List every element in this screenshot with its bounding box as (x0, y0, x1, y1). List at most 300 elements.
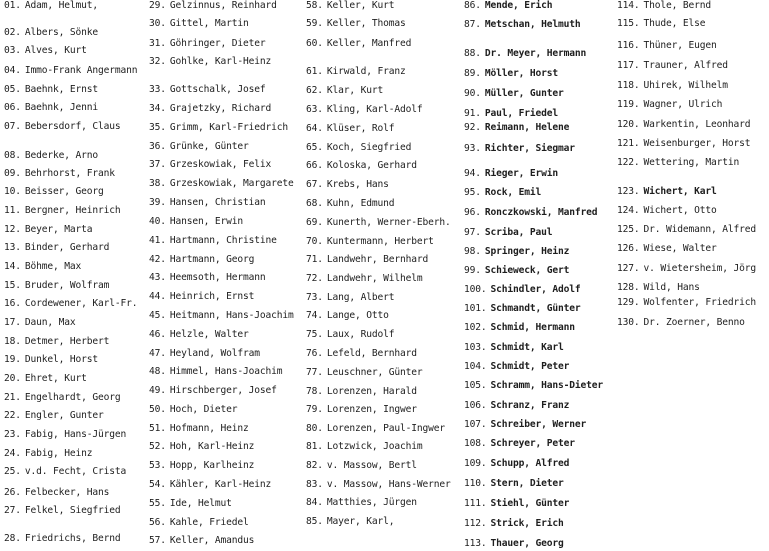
list-entry (4, 505, 121, 517)
list-entry (4, 487, 109, 499)
list-entry (306, 104, 423, 116)
list-entry (464, 0, 552, 12)
entry-number: 15. (4, 280, 21, 291)
entry-name: Ronczkowski, Manfred (484, 207, 598, 218)
entry-name: Gottschalk, Josef (169, 84, 266, 95)
list-entry (306, 497, 417, 509)
entry-name: Hansen, Christian (169, 197, 266, 208)
entry-name: Baehnk, Ernst (24, 84, 99, 95)
entry-number: 48. (149, 366, 166, 377)
entry-name: Schreiber, Werner (490, 419, 587, 430)
entry-name: Immo-Frank Angermann (24, 65, 138, 76)
list-entry (306, 179, 389, 191)
entry-name: Landwehr, Wilhelm (326, 273, 423, 284)
entry-name: Schmandt, Günter (490, 303, 581, 314)
entry-name: Koloska, Gerhard (326, 160, 417, 171)
entry-name: Bergner, Heinrich (24, 205, 121, 216)
entry-name: Wagner, Ulrich (643, 99, 723, 110)
entry-name: Schranz, Franz (490, 400, 570, 411)
list-entry (617, 205, 717, 217)
entry-name: Schreyer, Peter (490, 438, 575, 449)
list-entry (306, 18, 406, 30)
list-entry (4, 410, 104, 422)
entry-name: Binder, Gerhard (24, 242, 110, 253)
list-entry (4, 45, 87, 57)
entry-name: Engler, Gunter (24, 410, 104, 421)
list-entry (4, 84, 98, 96)
entry-number: 117. (617, 60, 640, 71)
entry-name: Gelzinnus, Reinhard (169, 0, 277, 11)
entry-name: Matthies, Jürgen (326, 497, 417, 508)
entry-name: Ide, Helmut (169, 498, 232, 509)
entry-name: Lorenzen, Ingwer (326, 404, 417, 415)
entry-number: 74. (306, 310, 323, 321)
entry-number: 05. (4, 84, 21, 95)
entry-number: 109. (464, 458, 487, 469)
list-entry (149, 404, 237, 416)
entry-name: Lorenzen, Paul-Ingwer (326, 423, 446, 434)
entry-name: Paul, Friedel (484, 108, 559, 119)
entry-number: 107. (464, 419, 487, 430)
entry-number: 81. (306, 441, 323, 452)
list-entry (306, 123, 394, 135)
entry-name: Hopp, Karlheinz (169, 460, 255, 471)
entry-number: 04. (4, 65, 21, 76)
entry-name: Metschan, Helmuth (484, 19, 581, 30)
entry-number: 90. (464, 88, 481, 99)
list-entry (617, 282, 700, 294)
list-entry (149, 122, 288, 134)
entry-number: 34. (149, 103, 166, 114)
entry-number: 87. (464, 19, 481, 30)
list-entry (464, 322, 575, 334)
entry-name: Keller, Thomas (326, 18, 406, 29)
entry-number: 65. (306, 142, 323, 153)
entry-number: 63. (306, 104, 323, 115)
entry-number: 110. (464, 478, 487, 489)
entry-number: 104. (464, 361, 487, 372)
entry-number: 28. (4, 533, 21, 544)
entry-number: 27. (4, 505, 21, 516)
list-entry (4, 533, 121, 545)
entry-number: 47. (149, 348, 166, 359)
list-entry (149, 235, 277, 247)
entry-number: 77. (306, 367, 323, 378)
entry-number: 41. (149, 235, 166, 246)
entry-number: 46. (149, 329, 166, 340)
entry-name: Keller, Manfred (326, 38, 412, 49)
list-entry (617, 157, 739, 169)
entry-name: Fabig, Heinz (24, 448, 93, 459)
entry-number: 70. (306, 236, 323, 247)
entry-number: 128. (617, 282, 640, 293)
entry-number: 57. (149, 535, 166, 546)
entry-number: 115. (617, 18, 640, 29)
entry-name: v. Massow, Hans-Werner (326, 479, 451, 490)
list-entry (149, 141, 249, 153)
entry-name: Albers, Sönke (24, 27, 99, 38)
list-entry (464, 68, 558, 80)
entry-name: Leuschner, Günter (326, 367, 423, 378)
list-entry (4, 242, 109, 254)
entry-name: Laux, Rudolf (326, 329, 395, 340)
entry-name: Alves, Kurt (24, 45, 87, 56)
list-entry (306, 348, 417, 360)
list-entry (149, 272, 266, 284)
list-entry (464, 303, 581, 315)
list-entry (149, 56, 271, 68)
entry-name: Reimann, Helene (484, 122, 570, 133)
entry-number: 100. (464, 284, 487, 295)
list-entry (464, 122, 569, 134)
entry-name: Engelhardt, Georg (24, 392, 121, 403)
entry-number: 124. (617, 205, 640, 216)
list-entry (617, 317, 745, 329)
entry-number: 43. (149, 272, 166, 283)
entry-number: 17. (4, 317, 21, 328)
list-entry (149, 385, 277, 397)
entry-name: Wettering, Martin (643, 157, 740, 168)
entry-name: Krebs, Hans (326, 179, 389, 190)
list-entry (617, 18, 705, 30)
list-entry (464, 538, 564, 550)
entry-name: Koch, Siegfried (326, 142, 412, 153)
list-entry (464, 342, 564, 354)
entry-number: 66. (306, 160, 323, 171)
list-entry (464, 498, 569, 510)
list-entry (149, 441, 254, 453)
list-entry (306, 236, 434, 248)
entry-number: 35. (149, 122, 166, 133)
entry-number: 129. (617, 297, 640, 308)
entry-name: Mayer, Karl, (326, 516, 395, 527)
list-entry (149, 535, 254, 547)
entry-name: Bebersdorf, Claus (24, 121, 121, 132)
entry-number: 18. (4, 336, 21, 347)
entry-number: 52. (149, 441, 166, 452)
entry-name: Schindler, Adolf (490, 284, 581, 295)
list-entry (306, 160, 417, 172)
list-entry (149, 460, 254, 472)
entry-number: 44. (149, 291, 166, 302)
list-entry (149, 197, 266, 209)
list-entry (306, 386, 417, 398)
list-entry (149, 38, 266, 50)
list-entry (149, 498, 232, 510)
entry-number: 07. (4, 121, 21, 132)
entry-number: 80. (306, 423, 323, 434)
entry-number: 31. (149, 38, 166, 49)
entry-number: 111. (464, 498, 487, 509)
entry-number: 56. (149, 517, 166, 528)
list-entry (464, 438, 575, 450)
list-entry (617, 263, 756, 275)
list-entry (306, 142, 411, 154)
entry-number: 122. (617, 157, 640, 168)
entry-number: 02. (4, 27, 21, 38)
entry-number: 16. (4, 298, 21, 309)
entry-number: 127. (617, 263, 640, 274)
entry-number: 62. (306, 85, 323, 96)
entry-number: 88. (464, 48, 481, 59)
entry-name: Keller, Kurt (326, 0, 395, 11)
entry-name: Wiese, Walter (643, 243, 717, 254)
list-entry (4, 261, 81, 273)
list-entry (4, 102, 98, 114)
entry-number: 79. (306, 404, 323, 415)
entry-number: 37. (149, 159, 166, 170)
entry-number: 96. (464, 207, 481, 218)
list-entry (149, 479, 271, 491)
list-entry (464, 187, 541, 199)
entry-number: 119. (617, 99, 640, 110)
list-entry (464, 518, 564, 530)
list-entry (149, 103, 271, 115)
entry-name: Grajetzky, Richard (169, 103, 272, 114)
entry-number: 53. (149, 460, 166, 471)
list-entry (149, 348, 260, 360)
entry-name: Grünke, Günter (169, 141, 249, 152)
entry-name: Richter, Siegmar (484, 143, 575, 154)
list-entry (4, 298, 137, 310)
entry-name: Hartmann, Georg (169, 254, 255, 265)
entry-name: Lange, Otto (326, 310, 389, 321)
entry-number: 120. (617, 119, 640, 130)
entry-number: 106. (464, 400, 487, 411)
list-entry (464, 207, 597, 219)
entry-number: 121. (617, 138, 640, 149)
list-entry (4, 373, 87, 385)
list-entry (464, 246, 569, 258)
list-entry (464, 227, 552, 239)
list-entry (4, 168, 115, 180)
entry-name: Lotzwick, Joachim (326, 441, 423, 452)
entry-number: 32. (149, 56, 166, 67)
entry-number: 93. (464, 143, 481, 154)
list-entry (4, 317, 76, 329)
entry-name: Hoch, Dieter (169, 404, 238, 415)
entry-name: Springer, Heinz (484, 246, 570, 257)
entry-number: 94. (464, 168, 481, 179)
list-entry (4, 448, 92, 460)
list-entry (464, 419, 586, 431)
entry-name: Gittel, Martin (169, 18, 249, 29)
list-entry (306, 460, 417, 472)
entry-number: 78. (306, 386, 323, 397)
entry-name: Landwehr, Bernhard (326, 254, 429, 265)
entry-name: Dr. Widemann, Alfred (643, 224, 757, 235)
entry-number: 25. (4, 466, 21, 477)
entry-name: Bederke, Arno (24, 150, 99, 161)
entry-number: 116. (617, 40, 640, 51)
entry-name: Heyland, Wolfram (169, 348, 260, 359)
entry-number: 97. (464, 227, 481, 238)
entry-name: Thüner, Eugen (643, 40, 717, 51)
entry-number: 54. (149, 479, 166, 490)
list-entry (464, 400, 569, 412)
entry-name: Wichert, Karl (643, 186, 717, 197)
entry-name: Schramm, Hans-Dieter (490, 380, 604, 391)
entry-name: Mende, Erich (484, 0, 553, 11)
list-entry (617, 60, 728, 72)
entry-name: Schmidt, Peter (490, 361, 570, 372)
entry-number: 67. (306, 179, 323, 190)
list-entry (4, 150, 98, 162)
list-entry (617, 80, 728, 92)
entry-name: Grzeskowiak, Margarete (169, 178, 294, 189)
entry-name: v.d. Fecht, Crista (24, 466, 127, 477)
entry-number: 103. (464, 342, 487, 353)
entry-name: v. Wietersheim, Jörg (643, 263, 757, 274)
list-entry (464, 88, 564, 100)
entry-number: 130. (617, 317, 640, 328)
entry-number: 69. (306, 217, 323, 228)
list-entry (4, 205, 121, 217)
entry-number: 29. (149, 0, 166, 11)
entry-number: 98. (464, 246, 481, 257)
entry-number: 86. (464, 0, 481, 11)
entry-name: Stiehl, Günter (490, 498, 570, 509)
entry-name: Müller, Gunter (484, 88, 564, 99)
entry-name: Klar, Kurt (326, 85, 384, 96)
entry-number: 113. (464, 538, 487, 549)
entry-name: Kuhn, Edmund (326, 198, 395, 209)
entry-number: 102. (464, 322, 487, 333)
entry-number: 21. (4, 392, 21, 403)
entry-name: Möller, Horst (484, 68, 559, 79)
entry-name: Keller, Amandus (169, 535, 255, 546)
list-entry (149, 216, 243, 228)
entry-number: 92. (464, 122, 481, 133)
entry-name: Behrhorst, Frank (24, 168, 115, 179)
entry-name: Lorenzen, Harald (326, 386, 417, 397)
entry-number: 11. (4, 205, 21, 216)
list-entry (306, 516, 394, 528)
entry-number: 126. (617, 243, 640, 254)
entry-number: 61. (306, 66, 323, 77)
entry-number: 23. (4, 429, 21, 440)
list-entry (306, 423, 445, 435)
entry-number: 85. (306, 516, 323, 527)
entry-number: 89. (464, 68, 481, 79)
entry-number: 12. (4, 224, 21, 235)
entry-number: 14. (4, 261, 21, 272)
list-entry (617, 224, 756, 236)
list-entry (464, 265, 569, 277)
entry-name: Lang, Albert (326, 292, 395, 303)
list-entry (464, 458, 569, 470)
entry-name: Daun, Max (24, 317, 76, 328)
entry-name: Kunerth, Werner-Eberh. (326, 217, 451, 228)
list-entry (617, 119, 750, 131)
entry-name: Hirschberger, Josef (169, 385, 277, 396)
entry-name: Hansen, Erwin (169, 216, 244, 227)
entry-name: Cordewener, Karl-Fr. (24, 298, 138, 309)
entry-number: 22. (4, 410, 21, 421)
entry-name: Beyer, Marta (24, 224, 93, 235)
entry-number: 108. (464, 438, 487, 449)
entry-number: 10. (4, 186, 21, 197)
entry-number: 49. (149, 385, 166, 396)
entry-name: Beisser, Georg (24, 186, 104, 197)
entry-number: 72. (306, 273, 323, 284)
entry-number: 71. (306, 254, 323, 265)
entry-name: Stern, Dieter (490, 478, 564, 489)
entry-number: 59. (306, 18, 323, 29)
entry-name: Heitmann, Hans-Joachim (169, 310, 294, 321)
list-entry (306, 441, 423, 453)
list-entry (4, 0, 98, 12)
list-entry (617, 243, 717, 255)
entry-name: Heinrich, Ernst (169, 291, 255, 302)
list-entry (4, 392, 121, 404)
entry-number: 01. (4, 0, 21, 11)
list-entry (306, 273, 423, 285)
entry-name: Wolfenter, Friedrich (643, 297, 757, 308)
list-entry (306, 310, 389, 322)
entry-number: 76. (306, 348, 323, 359)
list-entry (4, 224, 92, 236)
entry-name: Wichert, Otto (643, 205, 717, 216)
list-entry (464, 284, 581, 296)
entry-name: Hartmann, Christine (169, 235, 277, 246)
list-entry (149, 366, 282, 378)
entry-number: 68. (306, 198, 323, 209)
list-entry (306, 38, 411, 50)
entry-number: 39. (149, 197, 166, 208)
entry-name: Thauer, Georg (490, 538, 564, 549)
list-entry (149, 18, 249, 30)
entry-number: 114. (617, 0, 640, 11)
entry-name: Fabig, Hans-Jürgen (24, 429, 127, 440)
list-entry (306, 292, 394, 304)
list-entry (306, 0, 394, 12)
list-entry (464, 143, 575, 155)
list-entry (149, 254, 254, 266)
entry-number: 95. (464, 187, 481, 198)
entry-name: Uhirek, Wilhelm (643, 80, 728, 91)
list-entry (464, 19, 581, 31)
entry-name: Kähler, Karl-Heinz (169, 479, 272, 490)
entry-number: 99. (464, 265, 481, 276)
entry-name: Grimm, Karl-Friedrich (169, 122, 289, 133)
list-entry (306, 367, 423, 379)
entry-name: Göhringer, Dieter (169, 38, 266, 49)
entry-number: 08. (4, 150, 21, 161)
entry-number: 64. (306, 123, 323, 134)
list-entry (4, 280, 109, 292)
entry-name: Kuntermann, Herbert (326, 236, 434, 247)
entry-name: Trauner, Alfred (643, 60, 728, 71)
list-entry (149, 84, 266, 96)
entry-name: Weisenburger, Horst (643, 138, 751, 149)
list-entry (4, 429, 126, 441)
entry-number: 33. (149, 84, 166, 95)
list-entry (149, 159, 271, 171)
list-entry (149, 0, 277, 12)
entry-number: 125. (617, 224, 640, 235)
entry-number: 36. (149, 141, 166, 152)
entry-name: Rieger, Erwin (484, 168, 559, 179)
entry-number: 91. (464, 108, 481, 119)
entry-name: Kahle, Friedel (169, 517, 249, 528)
entry-number: 06. (4, 102, 21, 113)
entry-number: 51. (149, 423, 166, 434)
list-entry (4, 121, 121, 133)
entry-name: Lefeld, Bernhard (326, 348, 417, 359)
list-entry (149, 310, 294, 322)
entry-name: Adam, Helmut, (24, 0, 99, 11)
